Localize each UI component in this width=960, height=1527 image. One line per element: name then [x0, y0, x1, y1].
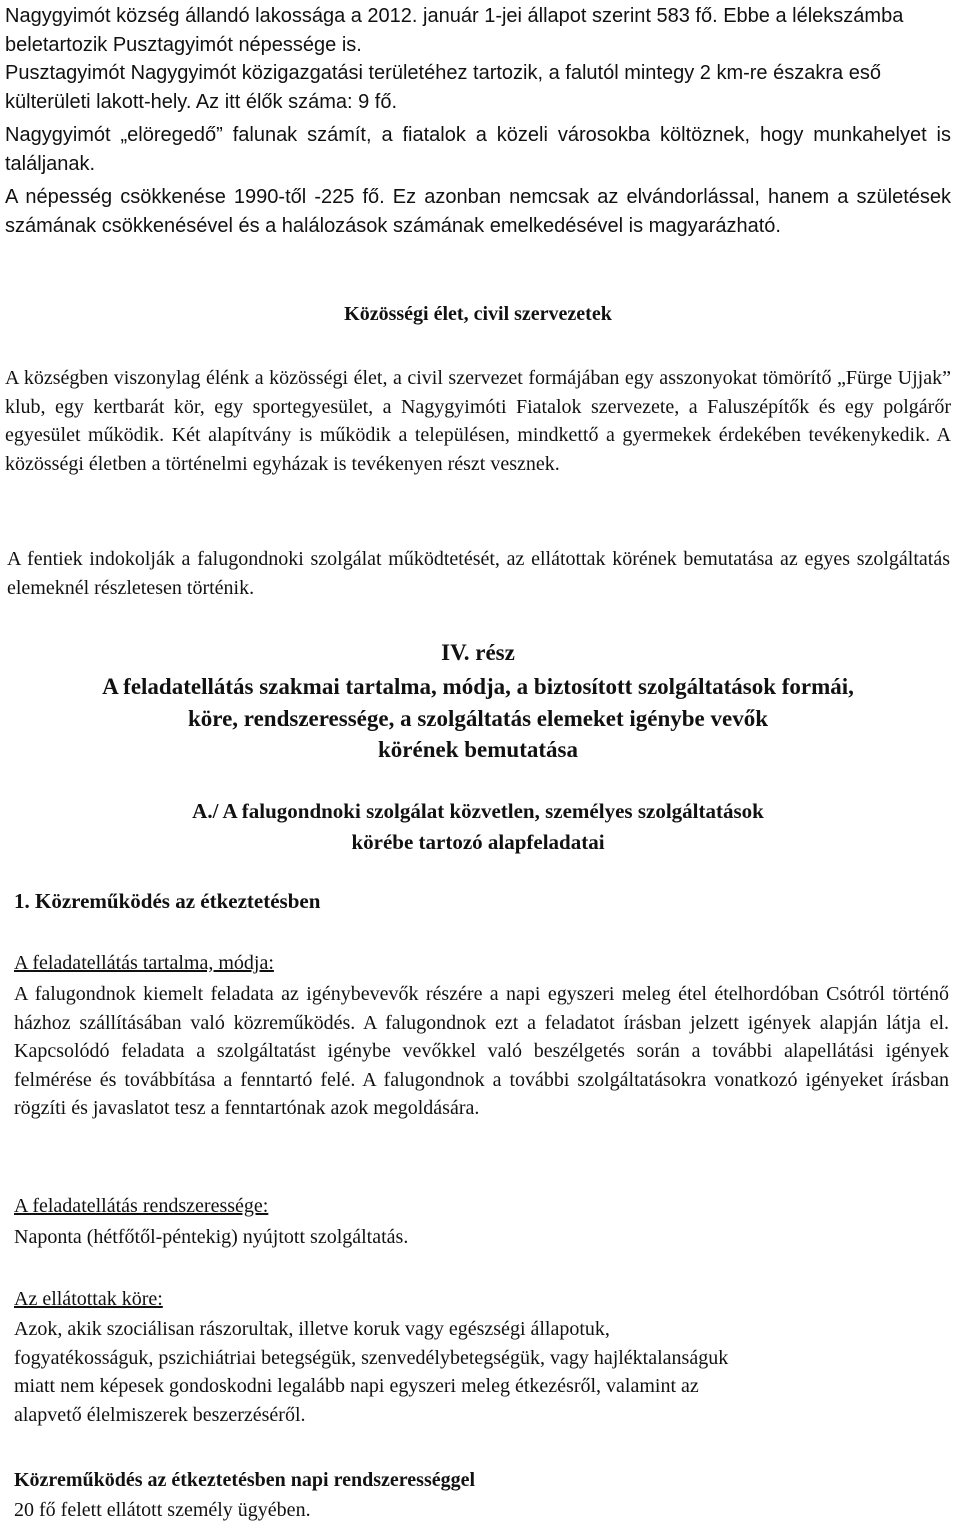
kore-label: Az ellátottak köre: [14, 1288, 163, 1310]
tartalma-body [14, 980, 949, 1123]
kore-line-1: Azok, akik szociálisan rászorultak, illetve koruk vagy egészségi állapotuk, [14, 1318, 610, 1340]
kozossegi-heading: Közösségi élet, civil szervezetek [344, 303, 612, 325]
rendszeresseg-label: A feladatellátás rendszeressége: [14, 1195, 269, 1217]
part-subtitle-line-2: körébe tartozó alapfeladatai [351, 829, 605, 854]
tartalma-paragraph: A falugondnok kiemelt feladata az igénybevevők részére a napi egyszeri meleg étel ételhordóban Csótról történő házhoz szállításában való közreműködés. A falugondnok ezt a feladatot írásban jelzett igények alapján látja el. Kapcsolódó feladata a szolgáltatást igénybe vevőkkel való beszélgetés során a további alapellátási igények felmérése és továbbítása a fenntartó felé. A falugondnok a további szolgáltatásokra vonatkozó igényeket írásban rögzíti és javaslatot tesz a fenntartónak azok megoldására. [14, 983, 949, 1120]
kore-body [14, 1315, 949, 1429]
intro-decline-paragraph [5, 183, 951, 240]
part-title [5, 671, 951, 766]
part-title-line-2: köre, rendszeressége, a szolgáltatás elemeket igénybe vevők [188, 705, 768, 731]
intro-paragraph-4: A népesség csökkenése 1990-től -225 fő. Ez azonban nemcsak az elvándorlással, hanem a születések számának csökkenésével és a halálozások számának emelkedésével is magyarázható. [5, 186, 951, 237]
kore-line-2: fogyatékosságuk, pszichiátriai betegségük, szenvedélybetegségük, vagy hajléktalanságuk [14, 1346, 729, 1369]
part-title-line-3: körének bemutatása [378, 737, 578, 762]
intro-paragraph-3: Nagygyimót „elöregedő” falunak számít, a fiatalok a közeli városokba költöznek, hogy munkahelyet is találjanak. [5, 124, 951, 175]
intro-pusztagyimot-paragraph [5, 59, 951, 116]
tartalma-label: A feladatellátás tartalma, módja: [14, 952, 274, 974]
part-title-line-1: A feladatellátás szakmai tartalma, módja, a biztosított szolgáltatások formái, [102, 674, 854, 699]
napi-body: 20 fő felett ellátott személy ügyében. [14, 1499, 311, 1521]
part-number: IV. rész [441, 640, 515, 665]
rendszeresseg-body: Naponta (hétfőtől-péntekig) nyújtott szolgáltatás. [14, 1226, 409, 1248]
kozossegi-body [5, 364, 951, 478]
part-subtitle [5, 796, 951, 858]
intro-population-paragraph [5, 2, 951, 59]
kore-line-3: miatt nem képesek gondoskodni legalább napi egyszeri meleg étkezésről, valamint az [14, 1375, 699, 1398]
intro-aging-paragraph [5, 121, 951, 178]
fentiek-text: A fentiek indokolják a falugondnoki szolgálat működtetését, az ellátottak körének bemutatása az egyes szolgáltatás elemeknél részletesen történik. [7, 548, 950, 599]
napi-heading: Közreműködés az étkeztetésben napi rendszerességgel [14, 1469, 476, 1491]
kore-line-4: alapvető élelmiszerek beszerzéséről. [14, 1403, 306, 1426]
part-subtitle-line-1: A./ A falugondnoki szolgálat közvetlen, személyes szolgáltatások [192, 799, 764, 823]
intro-paragraph-2: Pusztagyimót Nagygyimót közigazgatási területéhez tartozik, a falutól mintegy 2 km-re északra eső külterületi lakott-hely. Az itt élők száma: 9 fő. [5, 62, 881, 113]
intro-paragraph-1: Nagygyimót község állandó lakossága a 2012. január 1-jei állapot szerint 583 fő. Ebbe a lélekszámba beletartozik Pusztagyimót népessége is. [5, 5, 904, 56]
section-heading: 1. Közreműködés az étkeztetésben [14, 889, 321, 913]
fentiek-paragraph [7, 545, 950, 602]
kozossegi-paragraph: A községben viszonylag élénk a közösségi élet, a civil szervezet formájában egy asszonyokat tömörítő „Fürge Ujjak” klub, egy kertbarát kör, egy sportegyesület, a Nagygyimóti Fiatalok szervezete, a Faluszépítők és egy polgárőr egyesület működik. Két alapítvány is működik a településen, mindkettő a gyermekek érdekében tevékenykedik. A közösségi életben a történelmi egyházak is tevékenyen részt vesznek. [5, 367, 951, 475]
